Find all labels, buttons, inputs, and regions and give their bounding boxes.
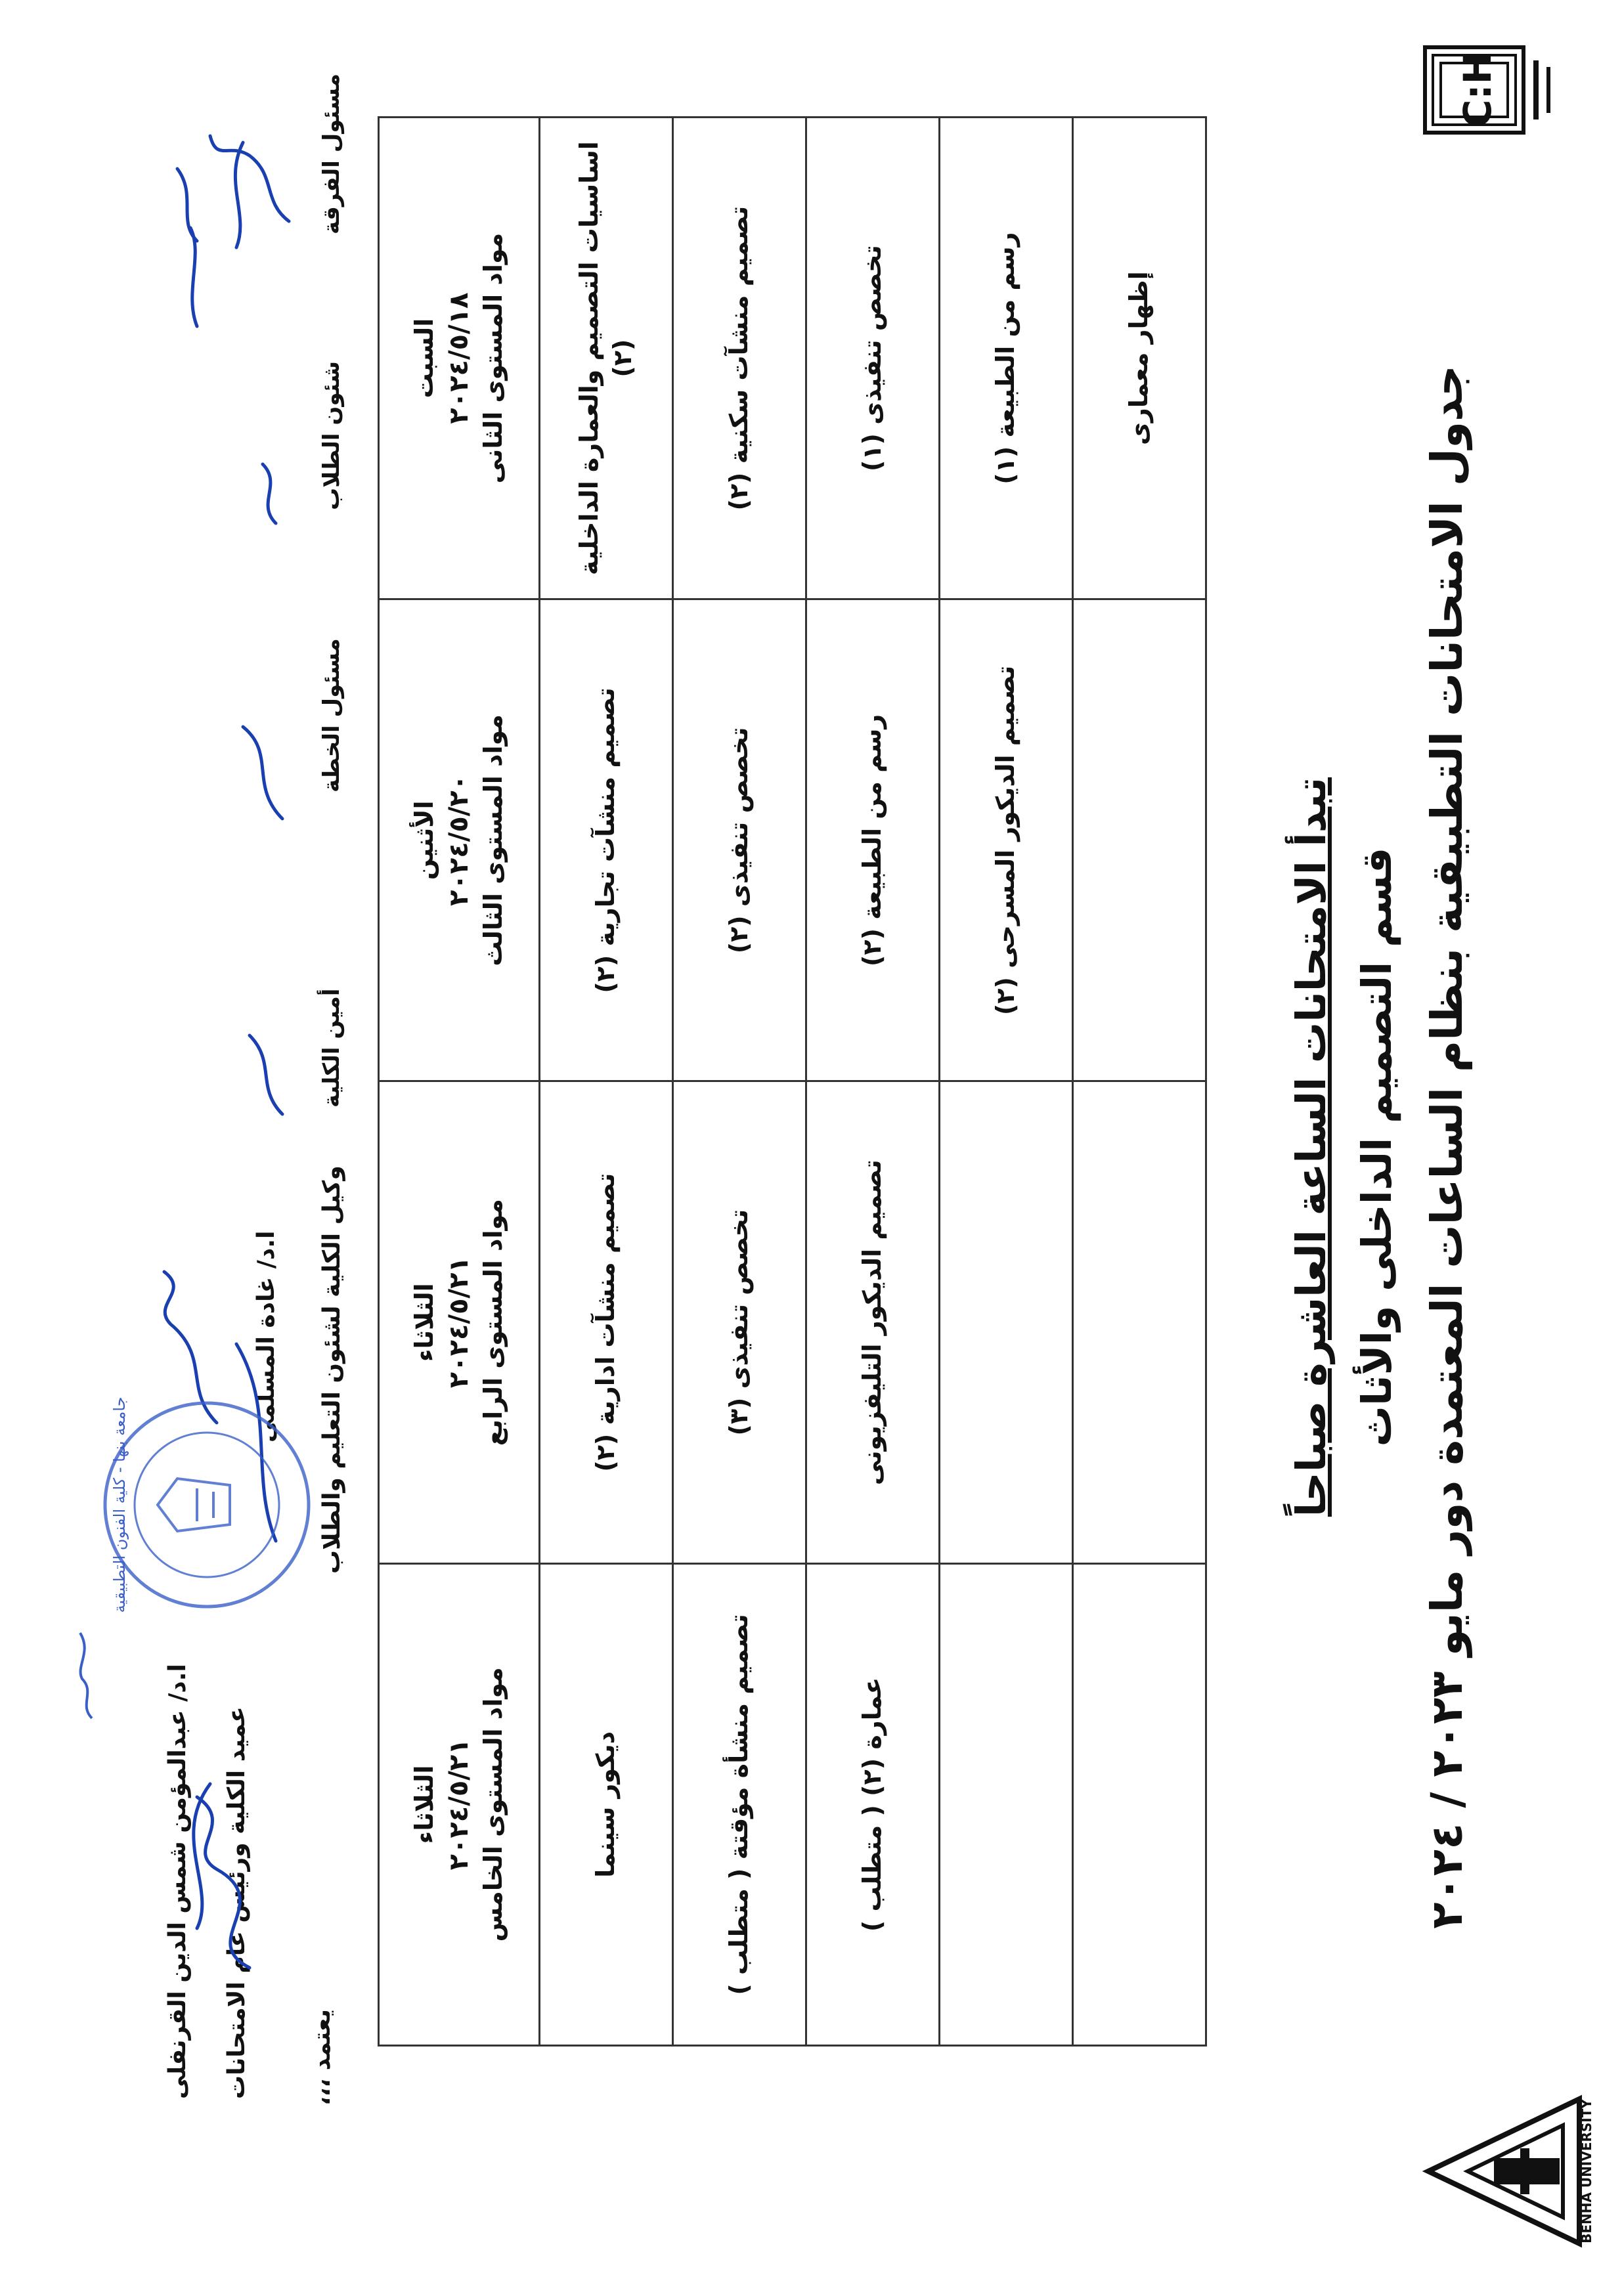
vice-dean-title: وكيل الكلية لشئون التعليم والطلاب [318,1165,345,1574]
subject-cell: تصميم الديكور المسرحى (٢) [940,599,1073,1081]
level-label: مواد المستوى الرابع [479,1199,508,1446]
date-label: ٢٠٢٤/٥/٢١ [444,1739,474,1871]
subject-cell: ديكور سينما [540,1563,673,2045]
subject-cell: عمارة (٢) ( متطلب ) [806,1563,940,2045]
table-row [806,118,940,2046]
department-title: قسم التصميم الداخلى والأثاث [1353,847,1401,1447]
official-stamp [99,1397,315,1613]
start-time-note: تبدأ الامتحانات الساعة العاشرة صباحاً [1287,777,1335,1517]
handwritten-signatures [0,0,309,2296]
table-row [940,118,1073,2046]
subject-cell: تخصص تنفيذى (٣) [673,1081,806,1563]
level-label: مواد المستوى الخامس [479,1667,508,1942]
subject-cell: تخصص تنفيذى (٢) [673,599,806,1081]
svg-text:جامعة بنها - كلية الفنون التطب: جامعة بنها - كلية الفنون التطبيقية [110,1397,129,1613]
column-header [379,1563,540,2045]
subject-cell [940,1081,1073,1563]
class-officer-label: مسئول الفرقة [318,73,345,234]
subject-cell [1073,599,1206,1081]
day-label: الثلاثاء [409,1765,439,1844]
column-header [379,599,540,1081]
dean-name: ا.د/ عبدالمؤمن شمس الدين القرنفلى [164,1664,191,2099]
subject-cell [1073,1081,1206,1563]
subject-cell: رسم من الطبيعة (١) [940,118,1073,599]
plan-officer-label: مسئول الخطة [318,638,345,792]
date-label: ٢٠٢٤/٥/١٨ [444,292,474,424]
university-logo [1415,2086,1592,2257]
student-affairs-label: شئون الطلاب [318,360,345,510]
date-label: ٢٠٢٤/٥/٢٠ [444,774,474,906]
table-row [1073,118,1206,2046]
subject-cell: تصميم منشآت تجارية (٢) [540,599,673,1081]
dean-title: عميد الكلية ورئيس عام الامتحانات [223,1706,250,2099]
exam-schedule-table [378,116,1207,2047]
day-label: السبت [409,318,439,399]
subject-cell: رسم من الطبيعة (٢) [806,599,940,1081]
svg-text:C:H: C:H [1455,52,1500,128]
subject-cell: تصميم منشأة مؤقتة ( متطلب ) [673,1563,806,2045]
subject-cell: تصميم الديكور التليفزيونى [806,1081,940,1563]
column-header [379,118,540,599]
level-label: مواد المستوى الثانى [479,232,508,484]
svg-text:BENHA UNIVERSITY: BENHA UNIVERSITY [1579,2099,1594,2243]
approval-label: يعتمد ،،، [309,2008,336,2106]
day-label: الثلاثاء [409,1283,439,1362]
level-label: مواد المستوى الثالث [479,714,508,966]
column-header [379,1081,540,1563]
subject-cell [940,1563,1073,2045]
college-secretary-label: أمين الكلية [318,988,345,1108]
faculty-logo [1422,41,1579,139]
subject-cell: تصميم منشآت سكنية (٢) [673,118,806,599]
subject-cell: تخصص تنفيذى (١) [806,118,940,599]
stamp-number [72,1620,99,1725]
page-title: جدول الامتحانات التطبيقية بنظام الساعات المعتمدة دور مايو ٢٠٢٣ / ٢٠٢٤ [1422,365,1472,1929]
subject-cell: تصميم منشآت ادارية (٢) [540,1081,673,1563]
subject-cell: اساسيات التصميم والعمارة الداخلية (٢) [540,118,673,599]
date-label: ٢٠٢٤/٥/٢١ [444,1257,474,1389]
table-row [540,118,673,2046]
vice-dean-name: ا.د/ غادة المسلمى [253,1230,280,1442]
subject-cell [1073,1563,1206,2045]
table-header-row [379,118,540,2046]
subject-cell: إظهار معمارى [1073,118,1206,599]
table-row [673,118,806,2046]
day-label: الأثنين [409,800,439,880]
